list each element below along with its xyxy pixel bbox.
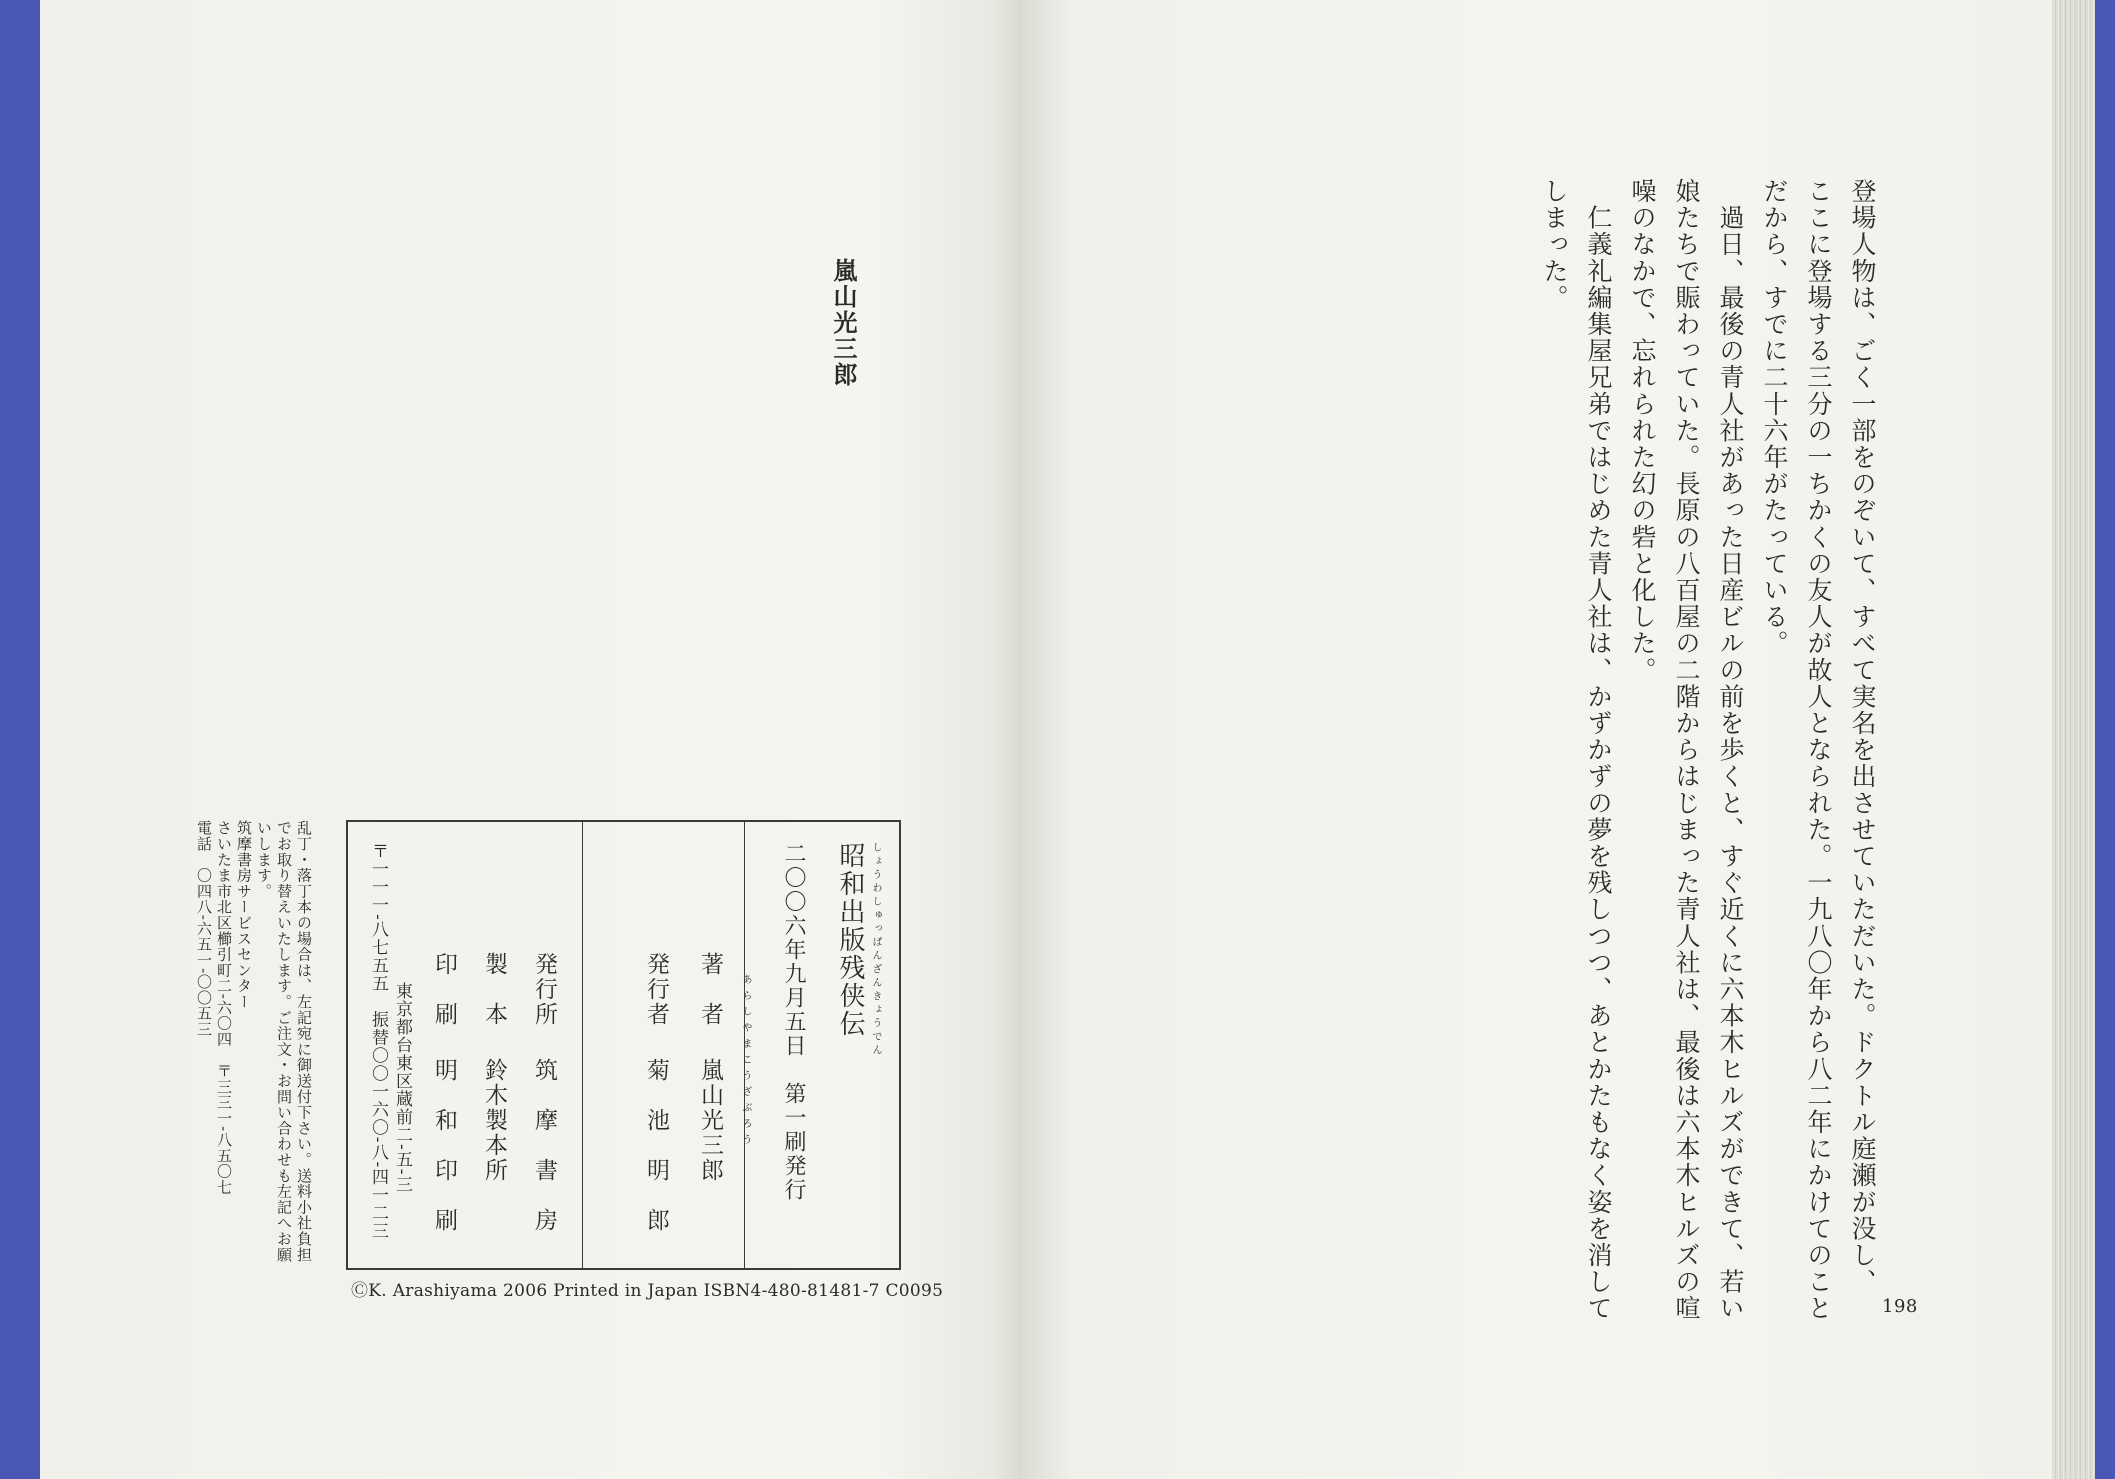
body-line: 噪のなかで、忘れられた幻の砦と化した。: [1628, 178, 1657, 684]
body-line: 過日、最後の青人社があった日産ビルの前を歩くと、すぐ近くに六本木ヒルズができて、若い: [1716, 178, 1745, 1322]
author-ruby: あらしやまこうざぶろう: [740, 974, 751, 1150]
colophon-divider: [582, 822, 583, 1268]
body-line: だから、すでに二十六年がたっている。: [1760, 178, 1789, 657]
author-label: 著 者: [697, 952, 723, 1027]
copyright-line: ⒸK. Arashiyama 2006 Printed in Japan ISBN4-480-81481-7 C0095: [351, 1281, 944, 1301]
return-notice: [194, 820, 314, 1262]
page-edges: [2052, 0, 2095, 1479]
binder-label: 製 本: [481, 952, 507, 1027]
publisher-postal: 〒一一一-八七五五 振替〇〇一六〇-八-四一二三: [368, 842, 388, 1241]
office-label: 発行所: [531, 952, 557, 1027]
colophon-box: [346, 820, 901, 1270]
author-name: 嵐山光三郎: [697, 1058, 723, 1183]
notice-line: でお取り替えいたします。ご注文・お問い合わせも左記へお願: [275, 820, 293, 1263]
right-page: [1022, 0, 2052, 1479]
notice-line: 筑摩書房サービスセンター: [235, 820, 253, 1010]
book-spread: [40, 0, 2095, 1479]
body-line: ここに登場する三分の一ちかくの友人が故人となられた。一九八〇年から八二年にかけてのこと: [1804, 178, 1833, 1322]
notice-line: 電話 〇四八-六五一-〇〇五三: [195, 820, 213, 1038]
notice-line: 乱丁・落丁本の場合は、左記宛に御送付下さい。送料小社負担: [295, 820, 313, 1263]
page-number: 198: [1882, 1296, 1918, 1317]
publication-date: 二〇〇六年九月五日 第一刷発行: [781, 842, 806, 1202]
body-line: 仁義礼編集屋兄弟ではじめた青人社は、かずかずの夢を残しつつ、あとかたもなく姿を消して: [1584, 178, 1613, 1322]
printer-name: 明 和 印 刷: [431, 1058, 457, 1233]
printer-label: 印 刷: [431, 952, 457, 1027]
left-page: [40, 0, 1022, 1479]
book-title: 昭和出版残侠伝: [835, 842, 865, 1038]
bio-author-name: 嵐山光三郎: [829, 258, 858, 388]
body-line: しまった。: [1540, 178, 1569, 311]
binder-name: 鈴木製本所: [481, 1058, 507, 1183]
body-line: 娘たちで賑わっていた。長原の八百屋の二階からはじまった青人社は、最後は六本木ヒルズの喧: [1672, 178, 1701, 1322]
body-text: [1532, 178, 1884, 1322]
body-line: 登場人物は、ごく一部をのぞいて、すべて実名を出させていただいた。ドクトル庭瀬が没し、: [1848, 178, 1877, 1296]
publisher-name: 菊 池 明 郎: [643, 1058, 669, 1233]
office-name: 筑 摩 書 房: [531, 1058, 557, 1233]
notice-line: さいたま市北区櫛引町二-六〇四 〒三三一-八五〇七: [215, 820, 233, 1196]
publisher-address: 東京都台東区蔵前二-五-三: [392, 982, 412, 1194]
title-ruby: しょうわしゅっぱんざんきょうでん: [870, 842, 881, 1058]
publisher-label: 発行者: [643, 952, 669, 1027]
notice-line: いします。: [255, 820, 273, 899]
